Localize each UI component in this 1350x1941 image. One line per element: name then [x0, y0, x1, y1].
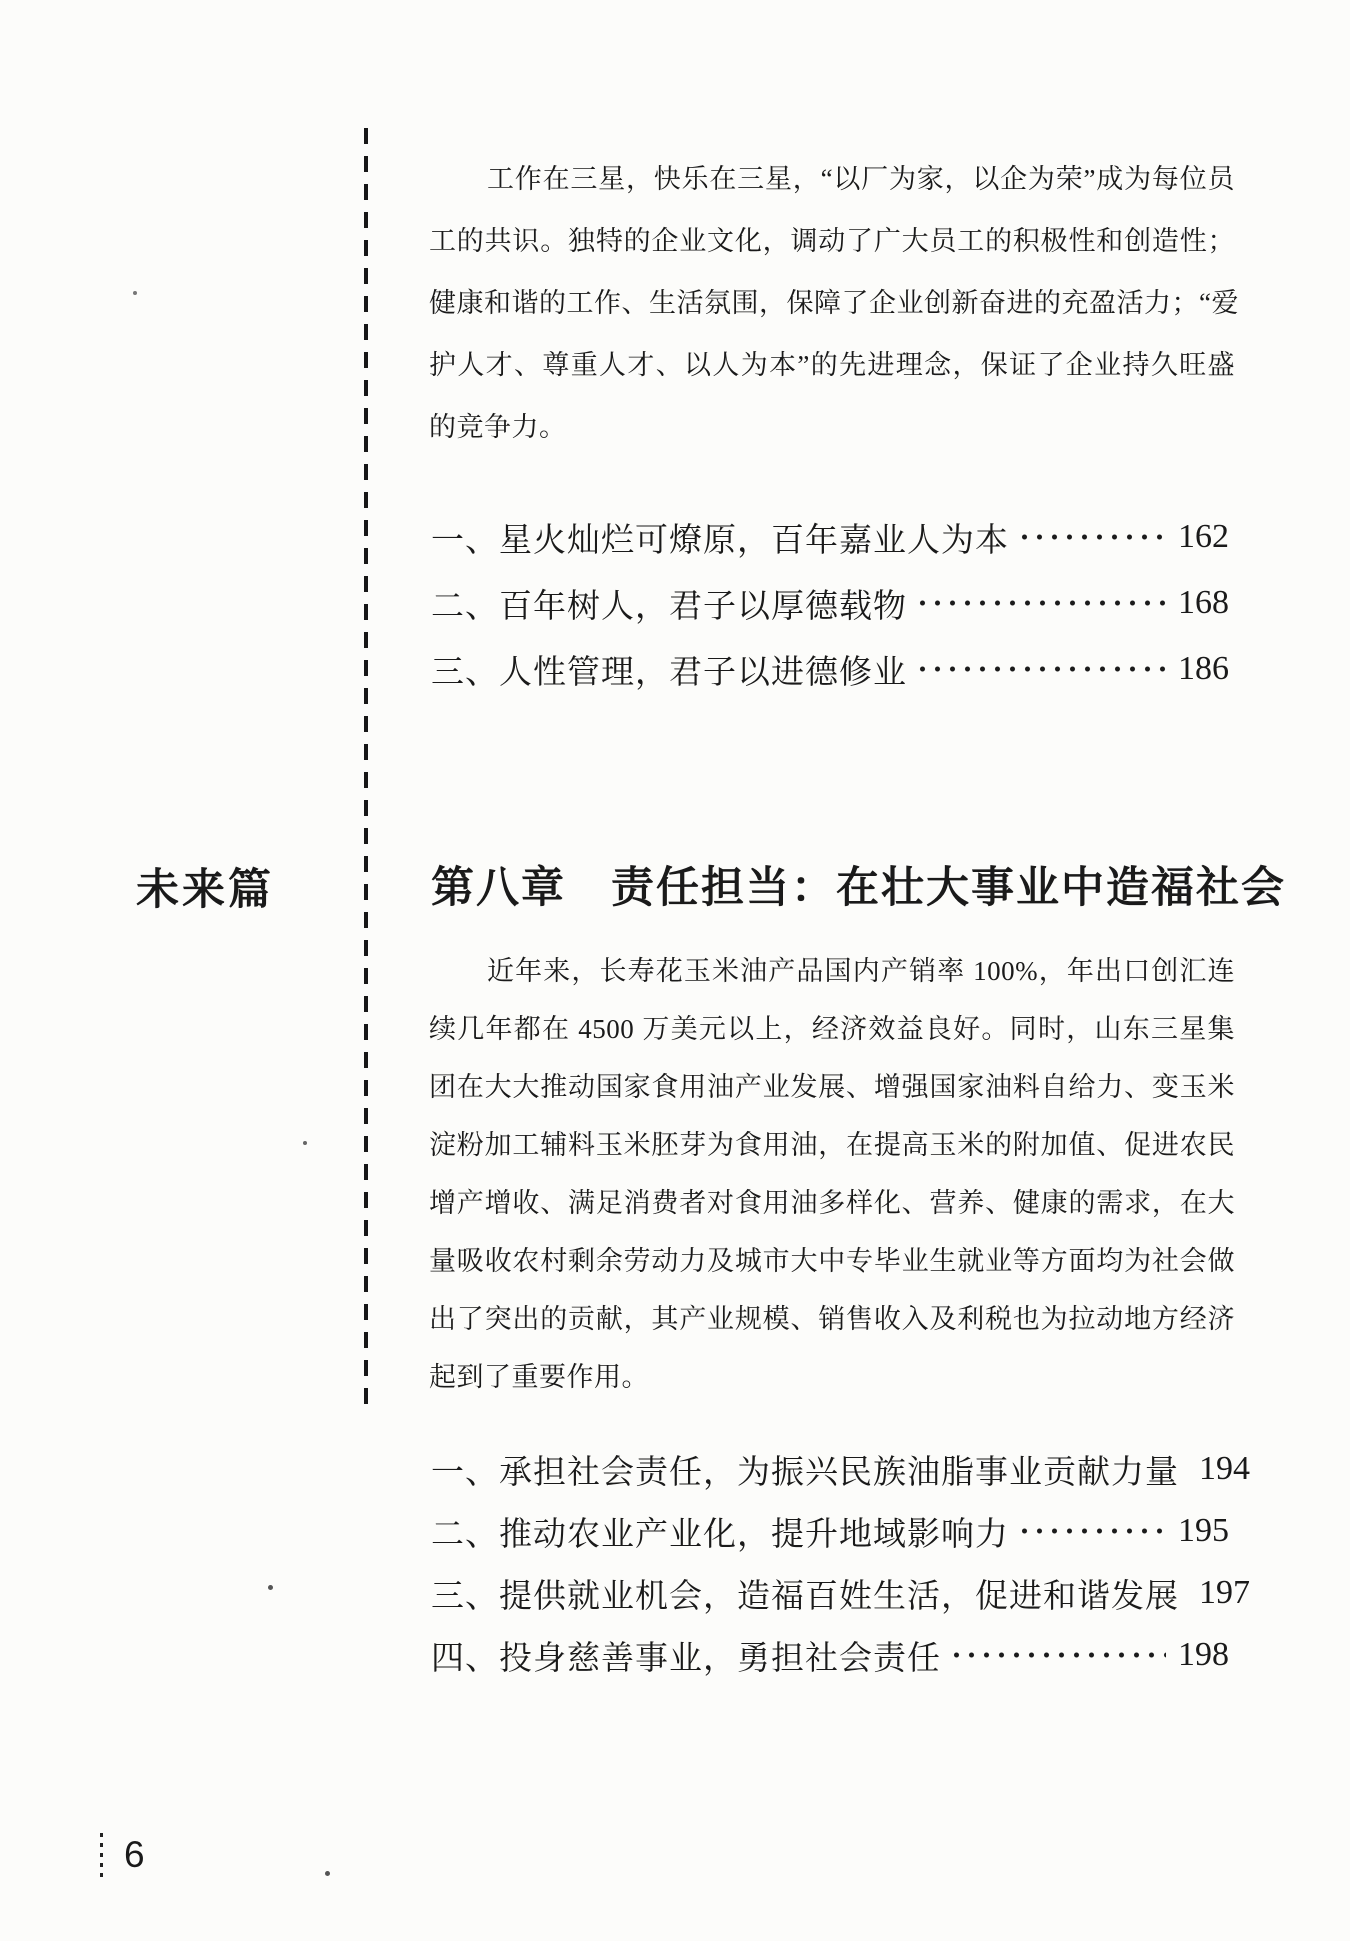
toc-entry	[431, 504, 1229, 570]
scan-artifact-dot	[325, 1871, 330, 1876]
toc-entry-page-number: 162	[1178, 518, 1229, 555]
paragraph-line: 的竞争力。	[429, 412, 567, 442]
toc-entry-page-number: 186	[1178, 650, 1229, 687]
toc-entry-title: 一、星火灿烂可燎原，百年嘉业人为本	[431, 522, 1009, 559]
scan-artifact-dot	[303, 1141, 307, 1145]
section-label: 未来篇	[136, 866, 274, 914]
dot-leader	[1017, 533, 1166, 541]
toc-entry-title: 二、推动农业产业化，提升地域影响力	[431, 1516, 1009, 1553]
intro-paragraph	[429, 148, 1239, 458]
toc-entry-title: 二、百年树人，君子以厚德载物	[431, 588, 907, 625]
paragraph-line: 工作在三星，快乐在三星，“以厂为家，以企为荣”成为每位员	[487, 164, 1235, 194]
toc-entry	[431, 1438, 1250, 1500]
toc-entry	[431, 570, 1229, 636]
toc-entry-title: 三、提供就业机会，造福百姓生活，促进和谐发展	[431, 1578, 1179, 1615]
folio-dotted-rule	[100, 1833, 103, 1881]
toc-entry-page-number: 197	[1199, 1574, 1250, 1611]
paragraph-line: 淀粉加工辅料玉米胚芽为食用油，在提高玉米的附加值、促进农民	[429, 1130, 1235, 1160]
toc-entry-page-number: 168	[1178, 584, 1229, 621]
toc-entry	[431, 1624, 1229, 1686]
vertical-dashed-divider	[364, 128, 368, 1410]
paragraph-line: 出了突出的贡献，其产业规模、销售收入及利税也为拉动地方经济	[429, 1304, 1235, 1334]
toc-entry-page-number: 198	[1178, 1636, 1229, 1673]
toc-entry	[431, 1562, 1250, 1624]
paragraph-line: 起到了重要作用。	[429, 1362, 649, 1392]
paragraph-line: 量吸收农村剩余劳动力及城市大中专毕业生就业等方面均为社会做	[429, 1246, 1235, 1276]
toc-entry	[431, 1500, 1229, 1562]
folio-page-number: 6	[124, 1834, 145, 1875]
paragraph-line: 团在大大推动国家食用油产业发展、增强国家油料自给力、变玉米	[429, 1072, 1235, 1102]
paragraph-line: 护人才、尊重人才、以人为本”的先进理念，保证了企业持久旺盛	[429, 350, 1235, 380]
paragraph-line: 增产增收、满足消费者对食用油多样化、营养、健康的需求，在大	[429, 1188, 1235, 1218]
toc-entry-page-number: 194	[1199, 1450, 1250, 1487]
toc-entry-title: 三、人性管理，君子以进德修业	[431, 654, 907, 691]
paragraph-line: 续几年都在 4500 万美元以上，经济效益良好。同时，山东三星集	[429, 1014, 1235, 1044]
scan-artifact-dot	[268, 1585, 273, 1590]
dot-leader	[915, 665, 1166, 673]
paragraph-line: 近年来，长寿花玉米油产品国内产销率 100%，年出口创汇连	[487, 956, 1235, 986]
dot-leader	[915, 599, 1166, 607]
dot-leader	[1017, 1527, 1166, 1535]
toc-entry	[431, 636, 1229, 702]
scan-artifact-dot	[133, 291, 137, 295]
toc-entry-page-number: 195	[1178, 1512, 1229, 1549]
paragraph-line: 工的共识。独特的企业文化，调动了广大员工的积极性和创造性；	[429, 226, 1235, 256]
toc-list-chapter-seven	[431, 504, 1229, 702]
paragraph-line: 健康和谐的工作、生活氛围，保障了企业创新奋进的充盈活力；“爱	[429, 288, 1239, 318]
dot-leader	[949, 1651, 1166, 1659]
toc-entry-title: 四、投身慈善事业，勇担社会责任	[431, 1640, 941, 1677]
toc-list-chapter-eight	[431, 1438, 1250, 1686]
toc-entry-title: 一、承担社会责任，为振兴民族油脂事业贡献力量	[431, 1454, 1179, 1491]
chapter-intro-paragraph	[429, 942, 1235, 1406]
chapter-heading: 第八章 责任担当：在壮大事业中造福社会	[431, 864, 1286, 912]
